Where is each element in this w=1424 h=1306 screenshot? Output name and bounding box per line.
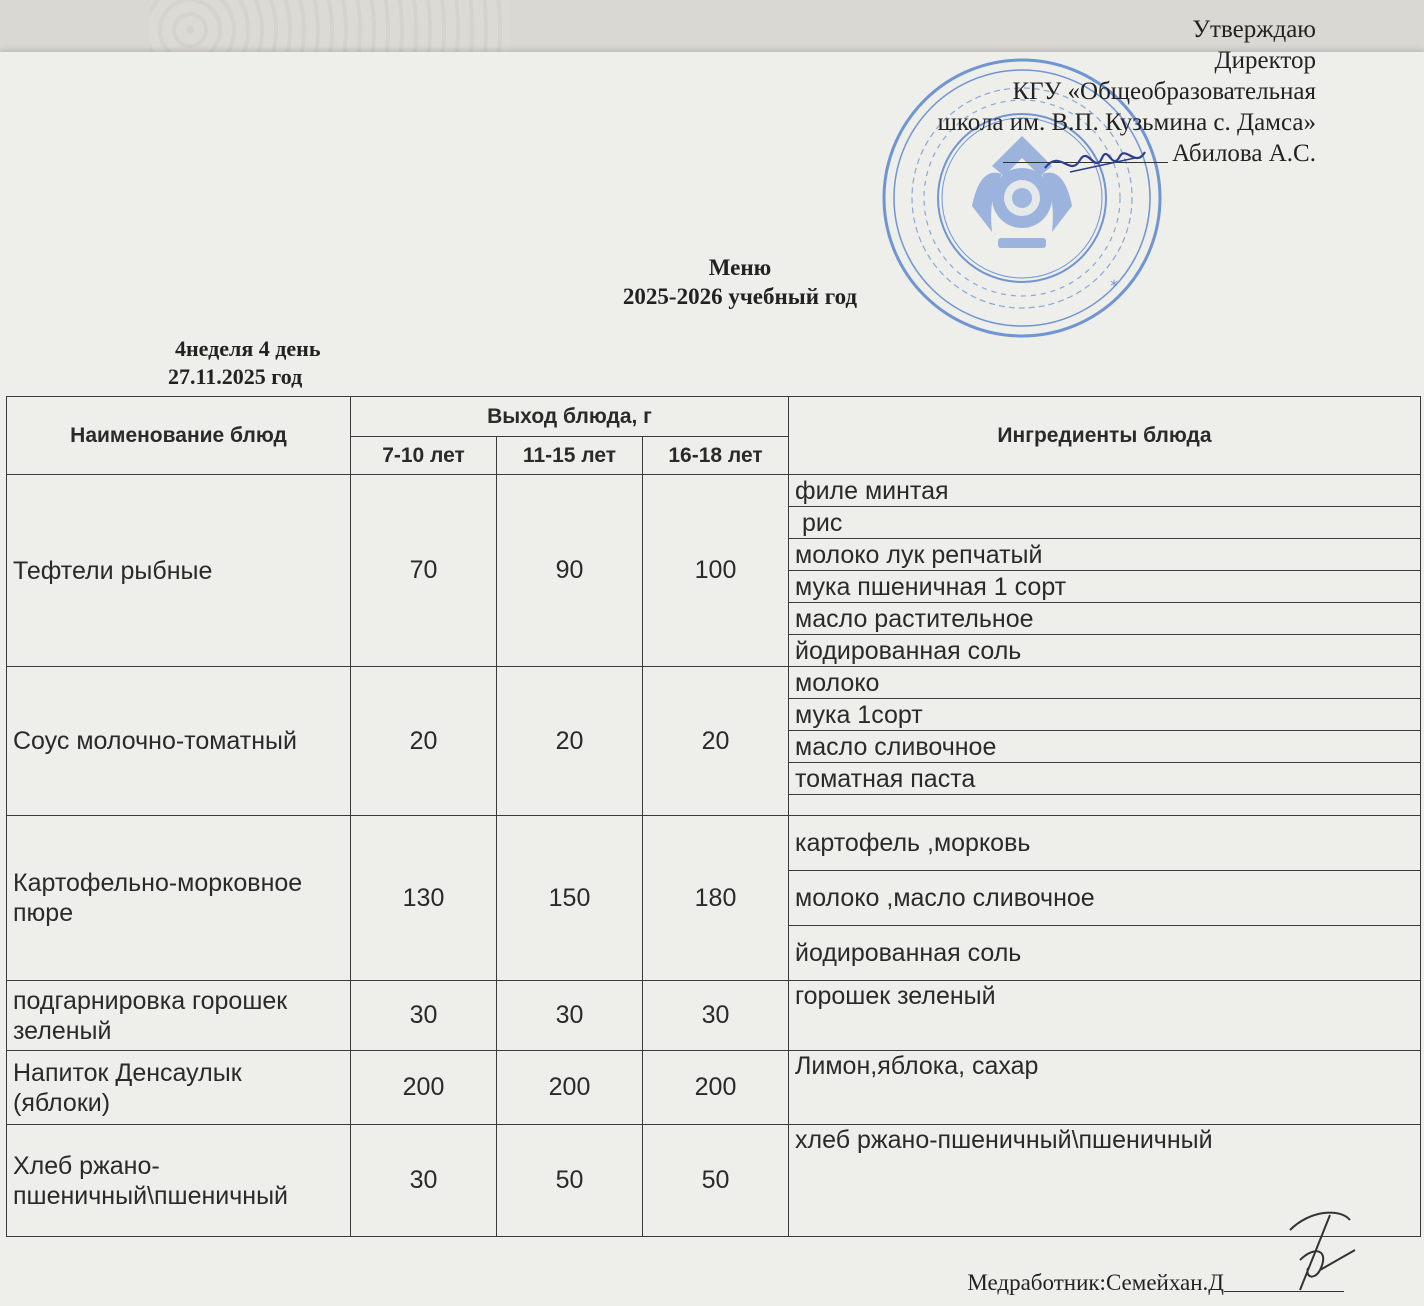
- week-day-label: 4неделя 4 день: [175, 336, 321, 361]
- header-output: Выход блюда, г: [351, 397, 789, 437]
- ingredient: молоко: [789, 667, 1421, 699]
- header-ingredients: Ингредиенты блюда: [789, 397, 1421, 475]
- table-header-row: [7, 397, 1421, 437]
- ingredient: молоко ,масло сливочное: [789, 871, 1421, 926]
- ingredient: хлеб ржано-пшеничный\пшеничный: [789, 1125, 1421, 1237]
- svg-text:*: *: [1110, 276, 1118, 295]
- ingredient: горошек зеленый: [789, 981, 1421, 1051]
- value-11-15: 20: [497, 667, 643, 816]
- approval-signer: Абилова А.С.: [1172, 140, 1316, 167]
- ingredient: [789, 795, 1421, 816]
- table-row: [7, 1125, 1421, 1237]
- menu-table: [6, 396, 1421, 1237]
- dish-name: Соус молочно-томатный: [7, 667, 351, 816]
- header-age-16-18: 16-18 лет: [643, 437, 789, 475]
- background-pattern: [150, 0, 510, 52]
- ingredient: томатная паста: [789, 763, 1421, 795]
- value-11-15: 200: [497, 1051, 643, 1125]
- ingredient: рис: [789, 507, 1421, 539]
- ingredient: мука пшеничная 1 сорт: [789, 571, 1421, 603]
- value-16-18: 30: [643, 981, 789, 1051]
- table-row: [7, 816, 1421, 871]
- ingredient: картофель ,морковь: [789, 816, 1421, 871]
- ingredient: йодированная соль: [789, 926, 1421, 981]
- dish-name: Картофельно-морковное пюре: [7, 816, 351, 981]
- value-11-15: 50: [497, 1125, 643, 1237]
- value-16-18: 200: [643, 1051, 789, 1125]
- dish-name: Тефтели рыбные: [7, 475, 351, 667]
- signature-line: [1224, 1271, 1344, 1292]
- ingredient: йодированная соль: [789, 635, 1421, 667]
- header-age-11-15: 11-15 лет: [497, 437, 643, 475]
- value-16-18: 20: [643, 667, 789, 816]
- ingredient: масло сливочное: [789, 731, 1421, 763]
- value-16-18: 180: [643, 816, 789, 981]
- value-16-18: 50: [643, 1125, 789, 1237]
- director-signature: [1040, 138, 1150, 182]
- value-7-10: 20: [351, 667, 497, 816]
- table-row: [7, 475, 1421, 507]
- ingredient: Лимон,яблока, сахар: [789, 1051, 1421, 1125]
- menu-title: Меню: [708, 255, 772, 280]
- menu-date: 27.11.2025 год: [168, 364, 303, 389]
- header-dish: Наименование блюд: [7, 397, 351, 475]
- value-11-15: 90: [497, 475, 643, 667]
- table-row: [7, 981, 1421, 1051]
- value-7-10: 30: [351, 981, 497, 1051]
- ingredient: филе минтая: [789, 475, 1421, 507]
- approval-org-line2: школа им. В.П. Кузьмина с. Дамса»: [937, 109, 1316, 136]
- value-7-10: 70: [351, 475, 497, 667]
- table-row: [7, 667, 1421, 699]
- value-11-15: 30: [497, 981, 643, 1051]
- dish-name: Напиток Денсаулык (яблоки): [7, 1051, 351, 1125]
- dish-name: Хлеб ржано-пшеничный\пшеничный: [7, 1125, 351, 1237]
- value-7-10: 30: [351, 1125, 497, 1237]
- approval-position: Директор: [1214, 47, 1316, 74]
- value-11-15: 150: [497, 816, 643, 981]
- table-row: [7, 1051, 1421, 1125]
- ingredient: молоко лук репчатый: [789, 539, 1421, 571]
- dish-name: подгарнировка горошек зеленый: [7, 981, 351, 1051]
- school-year: 2025-2026 учебный год: [622, 284, 858, 309]
- ingredient: мука 1сорт: [789, 699, 1421, 731]
- medic-name: Медработник:Семейхан.Д: [967, 1270, 1224, 1295]
- ingredient: масло растительное: [789, 603, 1421, 635]
- medic-signature-line: [967, 1270, 1344, 1296]
- approval-org-line1: КГУ «Общеобразовательная: [1012, 78, 1316, 105]
- value-16-18: 100: [643, 475, 789, 667]
- approval-heading: Утверждаю: [1192, 16, 1316, 43]
- value-7-10: 200: [351, 1051, 497, 1125]
- header-age-7-10: 7-10 лет: [351, 437, 497, 475]
- value-7-10: 130: [351, 816, 497, 981]
